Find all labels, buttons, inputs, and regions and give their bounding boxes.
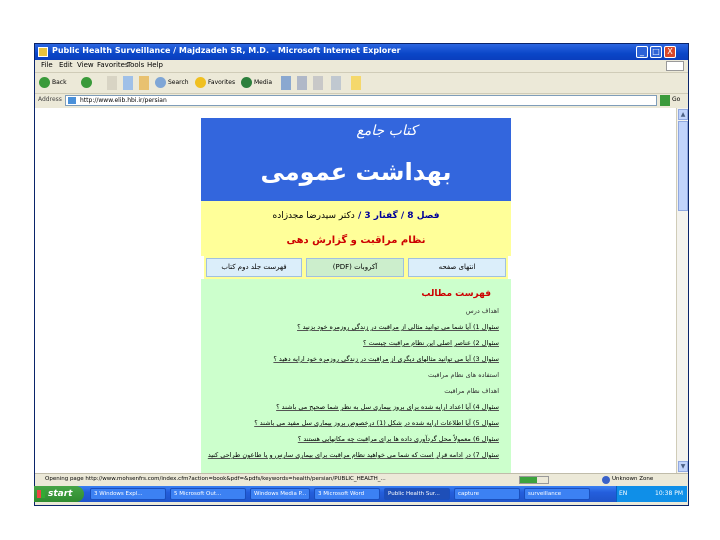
browser-window bbox=[34, 43, 689, 506]
chapter-section bbox=[201, 201, 511, 256]
chapter-line bbox=[201, 211, 511, 221]
vertical-scrollbar[interactable] bbox=[676, 108, 688, 473]
go-button[interactable]: Go bbox=[672, 96, 681, 103]
home-button[interactable] bbox=[139, 76, 149, 90]
folder-button[interactable] bbox=[351, 76, 361, 90]
toc-item[interactable]: سئوال 1) آیا شما می توانید مثالی از مراقبت در زندگی روزمره خود بزنید ؟ bbox=[297, 323, 499, 331]
edit-button[interactable] bbox=[331, 76, 341, 90]
forward-button[interactable] bbox=[81, 76, 94, 90]
zone-label: Unknown Zone bbox=[612, 476, 654, 482]
media-button[interactable] bbox=[241, 76, 272, 90]
refresh-button[interactable] bbox=[123, 76, 133, 90]
search-button[interactable] bbox=[155, 76, 189, 90]
internet-zone-icon bbox=[602, 476, 610, 484]
menu-edit[interactable]: Edit bbox=[59, 61, 73, 69]
search-label: Search bbox=[168, 79, 189, 86]
title-bar[interactable] bbox=[35, 44, 688, 60]
progress-fill bbox=[520, 477, 537, 483]
maximize-button[interactable]: □ bbox=[650, 46, 662, 58]
menu-file[interactable]: File bbox=[41, 61, 53, 69]
windows-logo-icon bbox=[666, 61, 684, 71]
header-banner bbox=[201, 118, 511, 201]
page-icon bbox=[68, 97, 76, 104]
taskbar-button[interactable]: 5 Microsoft Out... bbox=[170, 488, 246, 500]
toolbar bbox=[35, 73, 688, 94]
table-of-contents bbox=[201, 279, 511, 473]
taskbar bbox=[34, 486, 687, 502]
media-label: Media bbox=[254, 79, 273, 86]
loading-progress bbox=[519, 476, 549, 484]
print-button[interactable] bbox=[313, 76, 323, 90]
menu-favorites[interactable]: Favorites bbox=[97, 61, 129, 69]
address-label: Address bbox=[38, 96, 62, 103]
book-title: بهداشت عمومی bbox=[260, 158, 452, 186]
address-url: http://www.elib.hbi.ir/persian bbox=[80, 97, 167, 104]
back-label: Back bbox=[52, 79, 67, 86]
chapter-author: دکتر سیدرضا مجدزاده bbox=[272, 211, 355, 221]
taskbar-button[interactable]: surveillance bbox=[524, 488, 590, 500]
back-button[interactable] bbox=[39, 76, 67, 90]
media-icon bbox=[241, 77, 252, 88]
page-end-link[interactable]: انتهای صفحه bbox=[408, 258, 506, 277]
clock: 10:38 PM bbox=[655, 490, 683, 497]
chapter-number: فصل 8 / گفتار 3 / bbox=[354, 211, 440, 221]
go-arrow-icon[interactable] bbox=[660, 95, 670, 106]
menu-view[interactable]: View bbox=[77, 61, 94, 69]
toc-item[interactable]: سئوال 3) آیا می توانید مثالهای دیگری از مراقبت در زندگی روزمره خود ارایه دهید ؟ bbox=[273, 355, 499, 363]
taskbar-button[interactable]: Windows Media P... bbox=[250, 488, 310, 500]
toc-item[interactable]: سئوال 4) آیا اعداد ارایه شده برای بروز بیماری سل به نظر شما صحیح می باشند ؟ bbox=[276, 403, 499, 411]
toc-heading: فهرست مطالب bbox=[421, 289, 491, 299]
start-button[interactable] bbox=[34, 486, 84, 502]
status-text: Opening page http://www.mohsenfrs.com/index.cfm?action=book&pdf=&pdfs/keywords=health/persian/PUBLIC_HEALTH_... bbox=[45, 476, 386, 482]
window-title: Public Health Surveillance / Majdzadeh SR, M.D. - Microsoft Internet Explorer bbox=[52, 46, 401, 55]
start-label: start bbox=[48, 489, 73, 499]
chapter-subtitle: نظام مراقبت و گزارش دهی bbox=[286, 235, 426, 246]
toc-item[interactable]: سئوال 5) آیا اطلاعات ارایه شده در شکل (1) درخصوص بروز بیماری سل مفید می باشند ؟ bbox=[254, 419, 499, 427]
ie-icon bbox=[38, 47, 48, 57]
status-bar bbox=[35, 473, 688, 487]
address-bar bbox=[35, 94, 688, 107]
toc-item[interactable]: استفاده های نظام مراقبت bbox=[428, 371, 499, 379]
scroll-up-icon[interactable]: ▲ bbox=[678, 109, 688, 120]
taskbar-button[interactable]: capture bbox=[454, 488, 520, 500]
close-button[interactable]: X bbox=[664, 46, 676, 58]
toc-item[interactable]: اهداف درس bbox=[465, 307, 499, 315]
toc-item[interactable]: سئوال 2) عناصر اصلی این نظام مراقبت چیست ؟ bbox=[363, 339, 499, 347]
forward-arrow-icon bbox=[81, 77, 92, 88]
toc-item[interactable]: اهداف نظام مراقبت bbox=[444, 387, 499, 395]
stop-button[interactable] bbox=[107, 76, 117, 90]
book-page bbox=[201, 118, 511, 473]
address-input[interactable] bbox=[65, 95, 657, 106]
page-viewport bbox=[35, 108, 676, 473]
nav-row bbox=[204, 256, 508, 279]
system-tray bbox=[616, 486, 687, 502]
scroll-down-icon[interactable]: ▼ bbox=[678, 461, 688, 472]
toc-item[interactable]: سئوال 7) در ادامه قرار است که شما می خواهید نظام مراقبت برای بیماری سارس و یا طاعون طراحی کنید bbox=[207, 451, 499, 459]
language-indicator[interactable]: EN bbox=[619, 490, 628, 497]
taskbar-button[interactable]: 3 Microsoft Word bbox=[314, 488, 380, 500]
windows-flag-icon bbox=[37, 490, 45, 498]
scroll-thumb[interactable] bbox=[678, 121, 688, 211]
history-button[interactable] bbox=[281, 76, 291, 90]
back-arrow-icon bbox=[39, 77, 50, 88]
favorites-button[interactable] bbox=[195, 76, 235, 90]
menu-help[interactable]: Help bbox=[147, 61, 163, 69]
star-icon bbox=[195, 77, 206, 88]
taskbar-button[interactable]: 3 Windows Expl... bbox=[90, 488, 166, 500]
menu-bar bbox=[35, 60, 688, 73]
favorites-label: Favorites bbox=[208, 79, 236, 86]
volume-two-toc-link[interactable]: فهرست جلد دوم کتاب bbox=[206, 258, 302, 277]
pdf-link[interactable]: آکروبات (PDF) bbox=[306, 258, 404, 277]
search-icon bbox=[155, 77, 166, 88]
mail-button[interactable] bbox=[297, 76, 307, 90]
toc-item[interactable]: سئوال 6) معمولاً محل گردآوری داده ها برای مراقبت چه مکانهایی هستند ؟ bbox=[297, 435, 499, 443]
taskbar-button-active[interactable]: Public Health Sur... bbox=[384, 488, 450, 500]
minimize-button[interactable]: _ bbox=[636, 46, 648, 58]
menu-tools[interactable]: Tools bbox=[127, 61, 145, 69]
book-label: کتاب جامع bbox=[356, 123, 417, 139]
